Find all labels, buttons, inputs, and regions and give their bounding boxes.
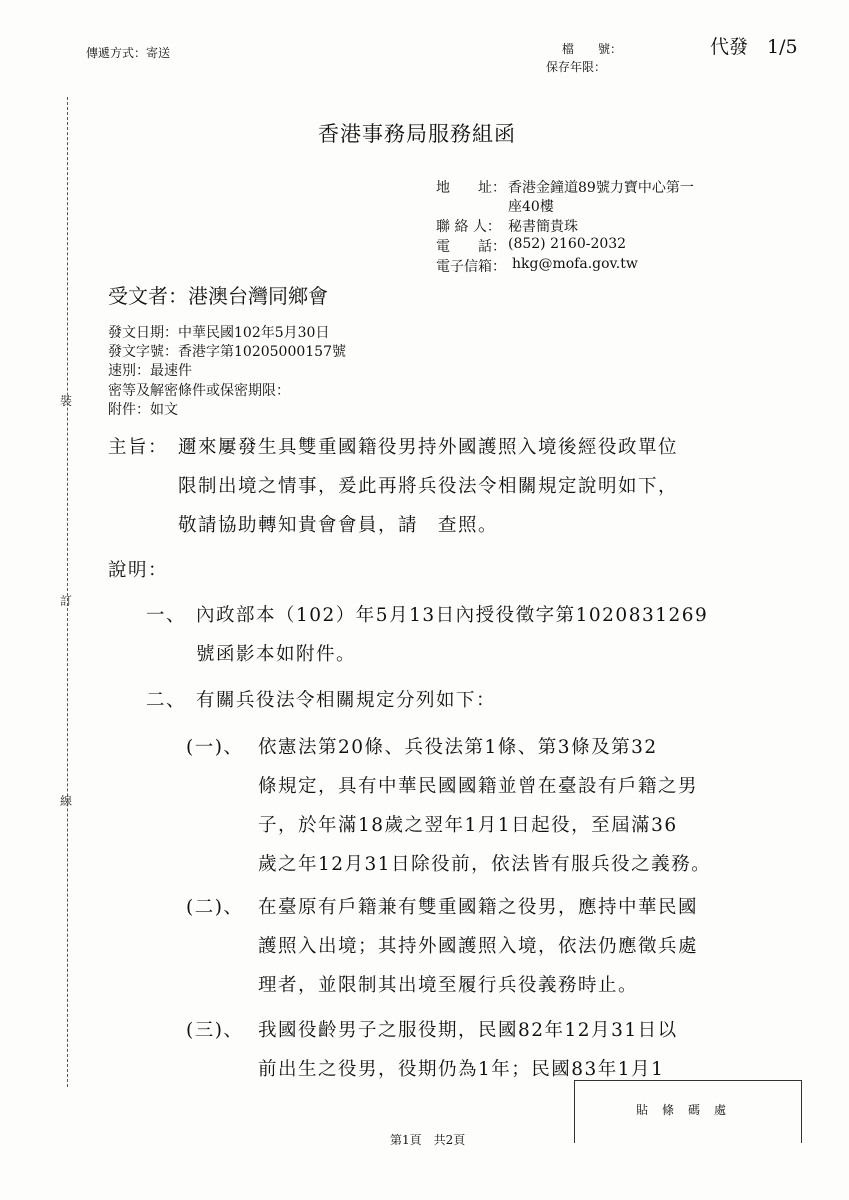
receiver: 受文者：港澳台灣同鄉會 — [108, 284, 328, 308]
file-number-label: 檔 號： — [562, 42, 623, 56]
sub-item-1-line-2: 條規定，具有中華民國國籍並曾在臺設有戶籍之男 — [258, 776, 699, 797]
address-line-2: 座40樓 — [508, 199, 554, 215]
sub-item-1-number: (一)、 — [186, 737, 244, 758]
retention-label: 保存年限： — [546, 60, 607, 74]
address-line-1: 香港金鐘道89號力寶中心第一 — [508, 180, 694, 196]
sub-item-2-line-2: 護照入出境；其持外國護照入境，依法仍應徵兵處 — [258, 936, 699, 957]
delivery-method: 傳遞方式：寄送 — [86, 46, 171, 60]
page-mark: 代發 1/5 — [710, 36, 798, 58]
sub-item-1-line-4: 歲之年12月31日除役前，依法皆有服兵役之義務。 — [258, 854, 712, 875]
attachment: 附件：如文 — [108, 402, 178, 418]
speed-class: 速別：最速件 — [108, 363, 192, 379]
sub-item-2-line-3: 理者，並限制其出境至履行兵役義務時止。 — [258, 975, 639, 996]
sub-item-1-line-1: 依憲法第20條、兵役法第1條、第3條及第32 — [258, 737, 658, 758]
item-1-number: 一、 — [146, 605, 187, 626]
item-2-line-1: 有關兵役法令相關規定分列如下： — [196, 690, 497, 711]
barcode-box — [574, 1080, 802, 1143]
binding-char-2: 訂 — [60, 594, 73, 608]
binding-char-1: 裝 — [60, 394, 73, 408]
binding-char-3: 線 — [60, 794, 73, 808]
email-label: 電子信箱： — [436, 259, 506, 275]
issue-date: 發文日期：中華民國102年5月30日 — [108, 325, 330, 341]
phone-value: (852) 2160-2032 — [508, 236, 627, 252]
subject-line-2: 限制出境之情事，爰此再將兵役法令相關規定說明如下， — [178, 476, 679, 497]
contact-person-label: 聯 絡 人： — [436, 219, 501, 235]
document-title: 香港事務局服務組函 — [318, 122, 516, 146]
email-value: hkg@mofa.gov.tw — [512, 256, 638, 272]
item-1-line-1: 內政部本（102）年5月13日內授役徵字第1020831269 — [196, 605, 709, 626]
barcode-label: 貼條碼處 — [635, 1103, 740, 1117]
item-2-number: 二、 — [146, 690, 187, 711]
secrecy-level: 密等及解密條件或保密期限： — [108, 383, 290, 399]
document-number: 發文字號：香港字第10205000157號 — [108, 344, 346, 360]
sub-item-2-line-1: 在臺原有戶籍兼有雙重國籍之役男，應持中華民國 — [258, 897, 699, 918]
subject-line-3: 敬請協助轉知貴會會員，請 查照。 — [178, 515, 499, 536]
sub-item-2-number: (二)、 — [186, 897, 244, 918]
sub-item-3-line-1: 我國役齡男子之服役期，民國82年12月31日以 — [258, 1020, 678, 1041]
explanation-label: 說明： — [108, 560, 169, 581]
phone-label: 電 話： — [436, 239, 506, 255]
item-1-line-2: 號函影本如附件。 — [196, 644, 357, 665]
contact-person: 秘書簡貴珠 — [508, 219, 578, 235]
sub-item-3-line-2: 前出生之役男，役期仍為1年；民國83年1月1 — [258, 1059, 665, 1080]
subject-label: 主旨： — [108, 437, 169, 458]
sub-item-1-line-3: 子，於年滿18歲之翌年1月1日起役，至屆滿36 — [258, 815, 678, 836]
sub-item-3-number: (三)、 — [186, 1020, 244, 1041]
address-label: 地 址： — [436, 180, 506, 196]
subject-line-1: 邇來屢發生具雙重國籍役男持外國護照入境後經役政單位 — [178, 437, 679, 458]
page-info: 第1頁 共2頁 — [390, 1133, 466, 1147]
